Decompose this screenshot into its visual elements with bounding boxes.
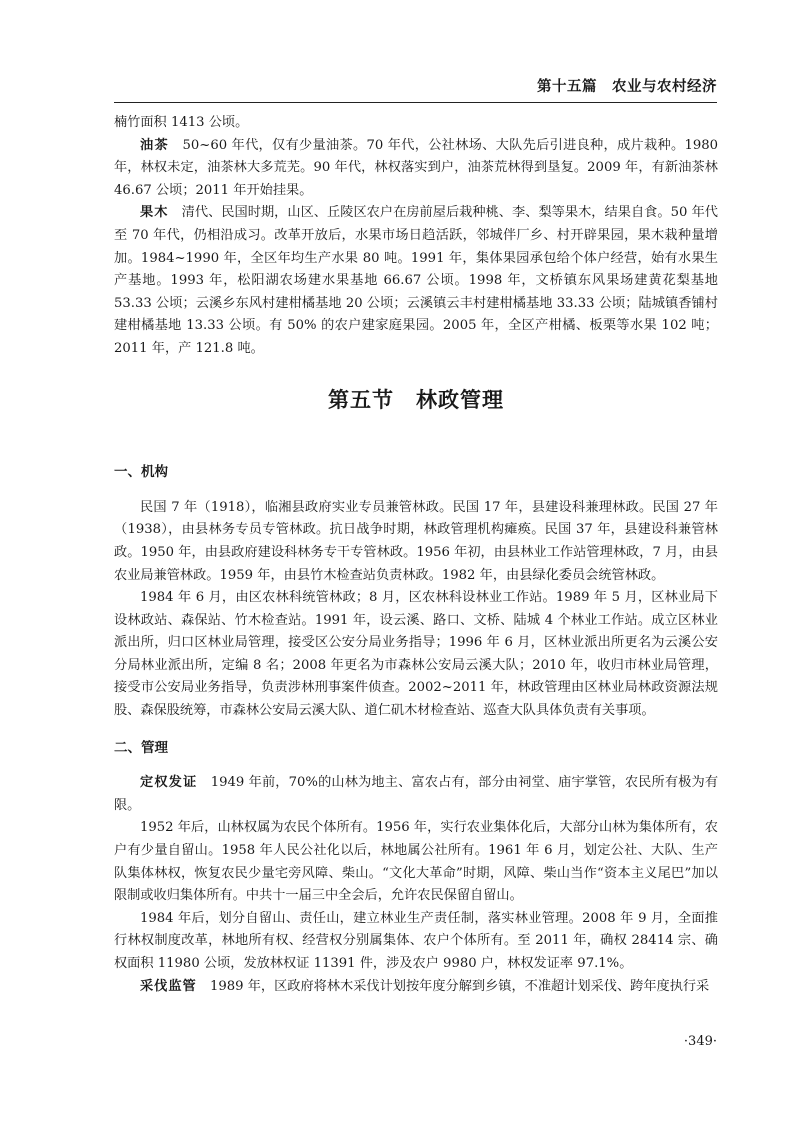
paragraph-caifa-text: 1989 年，区政府将林木采伐计划按年度分解到乡镇，不准超计划采伐、跨年度执行采 xyxy=(209,978,710,994)
paragraph-bamboo-area: 楠竹面积 1413 公顷。 xyxy=(114,115,249,130)
paragraph-youcha-text: 50~60 年代，仅有少量油茶。70 年代，公社林场、大队先后引进良种，成片栽种。1980 年，林权未定，油茶林大多荒芜。90 年代，林权落实到户，油茶荒林得到垦复。2009 年，有新油茶林 46.67 公顷；2011 年开始挂果。 xyxy=(114,137,719,198)
paragraph-guomu xyxy=(114,202,718,360)
section-title: 第五节 林政管理 xyxy=(328,387,504,412)
page-body xyxy=(114,112,718,998)
paragraph-guomu-text: 清代、民国时期，山区、丘陵区农户在房前屋后栽种桃、李、梨等果木，结果自食。50 年代至 70 年代，仍相沿成习。改革开放后，水果市场日趋活跃，邻城伴厂乡、村开辟果园，果木栽种量增加。1984~1990 年，全区年均生产水果 80 吨。1991 年，集体果园承包给个体户经营，始有水果生产基地。1993 年，松阳湖农场建水果基地 66.67 公顷。1998 年，文桥镇东风果场建黄花梨基地 53.33 公顷；云溪乡东风村建柑橘基地 20 公顷；云溪镇云丰村建柑橘基地 33.33 公顷；陆城镇香铺村建柑橘基地 13.33 公顷。有 50% 的农户建家庭果园。2005 年，全区产柑橘、板栗等水果 102 吨；2011 年，产 121.8 吨。 xyxy=(114,205,718,356)
paragraph-youcha xyxy=(114,135,718,203)
paragraph-dingquan xyxy=(114,772,718,817)
subheading-guanli: 二、管理 xyxy=(114,739,168,756)
paragraph-caifa xyxy=(114,976,718,999)
subheading-jigou: 一、机构 xyxy=(114,464,168,481)
paragraph-jigou-1: 民国 7 年（1918），临湘县政府实业专员兼管林政。民国 17 年，县建设科兼理林政。民国 27 年（1938），由县林务专员专管林政。抗日战争时期，林政管理机构瘫痪。民国 37 年，县建设科兼管林政。1950 年，由县政府建设科林务专干专管林政。1956 年初，由县林业工作站管理林政，7 月，由县农业局兼管林政。1959 年，由县竹木检查站负责林政。1982 年，由县绿化委员会统管林政。 xyxy=(114,499,718,583)
page-number: ·349· xyxy=(683,1034,717,1049)
lead-term-dingquan: 定权发证 xyxy=(140,775,198,791)
paragraph-jigou-2: 1984 年 6 月，由区农林科统管林政；8 月，区农林科设林业工作站。1989 年 5 月，区林业局下设林政站、森保站、竹木检查站。1991 年，设云溪、路口、文桥、陆城 4 个林业工作站。成立区林业派出所，归口区林业局管理，接受区公安分局业务指导；1996 年 6 月，区林业派出所更名为云溪公安分局林业派出所，定编 8 名；2008 年更名为市森林公安局云溪大队；2010 年，收归市林业局管理，接受市公安局业务指导，负责涉林刑事案件侦查。2002~2011 年，林政管理由区林业局林政资源法规股、森保股统筹，市森林公安局云溪大队、道仁矶木材检查站、巡查大队具体负责有关事项。 xyxy=(114,590,718,719)
lead-term-caifa: 采伐监管 xyxy=(140,978,197,994)
paragraph-guanli-3: 1984 年后，划分自留山、责任山，建立林业生产责任制，落实林业管理。2008 年 9 月，全面推行林权制度改革，林地所有权、经营权分别属集体、农户个体所有。至 2011 年，确权 28414 宗、确权面积 11980 公顷，发放林权证 11391 件，涉及农户 9980 户，林权发证率 97.1%。 xyxy=(114,910,718,971)
lead-term-youcha: 油茶 xyxy=(140,137,169,153)
running-header: 第十五篇 农业与农村经济 xyxy=(537,79,717,95)
header-rule xyxy=(114,102,717,103)
paragraph-dingquan-text: 1949 年前，70%的山林为地主、富农占有，部分由祠堂、庙宇掌管，农民所有极为有限。 xyxy=(114,775,719,813)
lead-term-guomu: 果木 xyxy=(140,205,169,221)
paragraph-guanli-2: 1952 年后，山林权属为农民个体所有。1956 年，实行农业集体化后，大部分山林为集体所有，农户有少量自留山。1958 年人民公社化以后，林地属公社所有。1961 年 6 月，划定公社、大队、生产队集体林权，恢复农民少量宅旁风障、柴山。“文化大革命”时期，风障、柴山当作“资本主义尾巴”加以限制或收归集体所有。中共十一届三中全会后，允许农民保留自留山。 xyxy=(114,820,718,904)
